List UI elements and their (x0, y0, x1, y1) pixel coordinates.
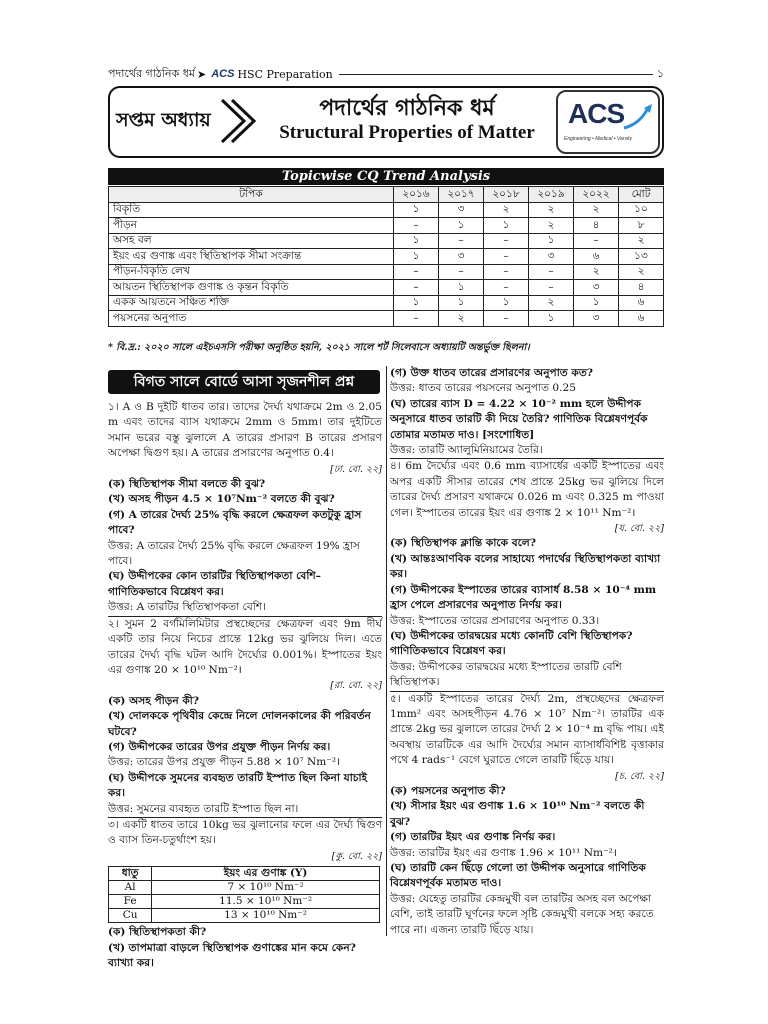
count-cell: ১০ (619, 202, 664, 218)
count-cell: – (439, 264, 484, 280)
q4-kh: (খ) আন্তঃআণবিক বলের সাহায্যে পদার্থের স্থিতিস্থাপকতা ব্যাখ্যা কর। (390, 552, 661, 581)
metal-col-metal: ধাতু (109, 867, 152, 881)
count-cell: – (529, 264, 574, 280)
count-cell: ৬ (574, 249, 619, 265)
count-cell: – (484, 280, 529, 296)
logo-swoosh-icon (622, 102, 654, 132)
header-section: HSC Preparation (237, 67, 333, 81)
table-row (109, 264, 664, 280)
q3-stem: ৩। একটি ধাতব তারে 10kg ভর ঝুলানোর ফলে এর দৈর্ঘ্য দ্বিগুণ ও ব্যাস তিন-চতুর্থাংশ হয়। (108, 818, 382, 847)
table-row (109, 909, 380, 923)
count-cell: ৩ (529, 249, 574, 265)
count-cell: ২ (574, 202, 619, 218)
topic-cell: পয়সনের অনুপাত (109, 311, 394, 327)
q3-kh: (খ) তাপমাত্রা বাড়লে স্থিতিস্থাপক গুণাঙ্কের মান কমে কেন? ব্যাখ্যা কর। (108, 941, 356, 969)
trend-footnote: * বি.দ্র.: ২০২০ সালে এইচএসসি পরীক্ষা অনুষ্ঠিত হয়নি, ২০২১ সালে শর্ট সিলেবাসে অধ্যায়টি অন্তর্ভুক্ত ছিলনা। (108, 342, 530, 353)
q3-gh: (ঘ) তারের ব্যাস D = 4.22 × 10⁻² mm হলে উদ্দীপক অনুসারে ধাতব তারটি কী দিয়ে তৈরি? গাণিতিক বিশ্লেষণপূর্বক তোমার মতামত দাও। [সংশোধিত] (390, 397, 648, 441)
q5-kh: (খ) সীসার ইয়ং এর গুণাঙ্ক 1.6 × 10¹⁰ Nm⁻² বলতে কী বুঝ? (390, 800, 645, 828)
left-column (108, 400, 382, 971)
double-chevron-icon (218, 96, 258, 146)
q2-kh: (খ) দোলককে পৃথিবীর কেন্দ্রে নিলে দোলনকালের কী পরিবর্তন ঘটবে? (108, 710, 371, 738)
topic-cell: আয়তন স্থিতিস্থাপক গুণাঙ্ক ও কৃন্তন বিকৃতি (109, 280, 394, 296)
count-cell: ৪ (574, 218, 619, 234)
count-cell: – (394, 218, 439, 234)
count-cell: – (484, 233, 529, 249)
q4-k: (ক) স্থিতিস্থাপক ক্লান্তি কাকে বলে? (390, 537, 537, 550)
header-brand: ACS (211, 68, 235, 80)
count-cell: ৬ (619, 295, 664, 311)
right-column (390, 366, 664, 938)
count-cell: ২ (529, 202, 574, 218)
header-chapter-name: পদার্থের গাঠনিক ধর্ম (108, 66, 195, 80)
count-cell: ১৩ (619, 249, 664, 265)
q1-gh-answer: উত্তর: A তারটির স্থিতিস্থাপকতা বেশি। (108, 600, 382, 616)
q5-gh: (ঘ) তারটি কেন ছিঁড়ে গেলো তা উদ্দীপক অনুসারে গাণিতিক বিশ্লেষণপূর্বক মতামত দাও। (390, 862, 646, 890)
metal-table (108, 866, 380, 923)
count-cell: ২ (619, 264, 664, 280)
metal-name: Cu (109, 909, 152, 923)
count-cell: – (574, 233, 619, 249)
header-rule (339, 74, 653, 75)
table-row (109, 280, 664, 296)
q5-g-answer: উত্তর: তারটির ইয়ং এর গুণাঙ্ক 1.96 × 10¹¹ Nm⁻²। (390, 846, 617, 859)
count-cell: – (484, 264, 529, 280)
count-cell: – (529, 280, 574, 296)
topic-cell: অসহ বল (109, 233, 394, 249)
logo-text: ACS (568, 98, 625, 129)
running-header (108, 66, 664, 82)
count-cell: ৩ (439, 249, 484, 265)
q3-gh-answer: উত্তর: তারটি অ্যালুমিনিয়ামের তৈরি। (390, 443, 664, 459)
q1-g: (গ) A তারের দৈর্ঘ্য 25% বৃদ্ধি করলে ক্ষেত্রফল কতটুকু হ্রাস পাবে? (108, 508, 362, 537)
q4-gh: (ঘ) উদ্দীপকের তারদ্বয়ের মধ্যে কোনটি বেশি স্থিতিস্থাপক? গাণিতিকভাবে বিশ্লেষণ কর। (390, 629, 633, 658)
acs-logo (556, 90, 660, 154)
count-cell: ২ (439, 311, 484, 327)
topic-cell: বিকৃতি (109, 202, 394, 218)
q2-source: [রা. বো. ২২] (330, 680, 382, 692)
count-cell: ২ (529, 295, 574, 311)
table-row (109, 218, 664, 234)
count-cell: – (484, 249, 529, 265)
col-2019: ২০১৯ (529, 187, 574, 203)
metal-young: 13 × 10¹⁰ Nm⁻² (152, 909, 380, 923)
count-cell: ৪ (619, 280, 664, 296)
chapter-title-bn: পদার্থের গাঠনিক ধর্ম (319, 95, 495, 121)
metal-young: 7 × 10¹⁰ Nm⁻² (152, 881, 380, 895)
q4-gh-answer: উত্তর: উদ্দীপকের তারদ্বয়ের মধ্যে ইস্পাতের তারটি বেশি স্থিতিস্থাপক। (390, 660, 664, 692)
col-2017: ২০১৭ (439, 187, 484, 203)
q1-kh: (খ) অসহ পীড়ন 4.5 × 10⁷Nm⁻² বলতে কী বুঝ? (108, 493, 335, 506)
metal-young: 11.5 × 10¹⁰ Nm⁻² (152, 895, 380, 909)
table-row (109, 249, 664, 265)
count-cell: ১ (529, 233, 574, 249)
count-cell: ১ (394, 202, 439, 218)
section-title: বিগত সালে বোর্ডে আসা সৃজনশীল প্রশ্ন (108, 370, 380, 394)
q2-g-answer: উত্তর: তারের উপর প্রযুক্ত পীড়ন 5.88 × 10⁷ Nm⁻²। (108, 756, 341, 769)
col-topic: টপিক (109, 187, 394, 203)
count-cell: ২ (484, 202, 529, 218)
metal-name: Fe (109, 895, 152, 909)
count-cell: ১ (439, 218, 484, 234)
count-cell: – (484, 311, 529, 327)
metal-header-row (109, 867, 380, 881)
q2-g: (গ) উদ্দীপকের তারের উপর প্রযুক্ত পীড়ন নির্ণয় কর। (108, 740, 331, 753)
q3-g: (গ) উক্ত ধাতব তারের প্রসারণের অনুপাত কত? (390, 367, 593, 379)
count-cell: ৮ (619, 218, 664, 234)
topic-cell: পীড়ন-বিকৃতি লেখ (109, 264, 394, 280)
col-2016: ২০১৬ (394, 187, 439, 203)
q2-gh-answer: উত্তর: সুমনের ব্যবহৃত তারটি ইস্পাত ছিল না। (108, 802, 382, 818)
count-cell: ১ (484, 295, 529, 311)
q3-source: [কু. বো. ২২] (331, 850, 382, 862)
q4-stem: ৪। 6m দৈর্ঘ্যের এবং 0.6 mm ব্যাসার্ধের একটি ইস্পাতের এবং অপর একটি সীসার তারের শেষ প্রান্তে 25kg ভর ঝুলিয়ে দিলে তারের দৈর্ঘ্য প্রসারণ যথাক্রমে 0.026 m এবং 0.325 m পাওয়া গেল। ইস্পাতের তারের ইয়ং এর গুণাঙ্ক 2 × 10¹¹ Nm⁻²। (390, 460, 664, 519)
q1-k: (ক) স্থিতিস্থাপক সীমা বলতে কী বুঝ? (108, 478, 266, 491)
chapter-label: সপ্তম অধ্যায় (116, 109, 211, 131)
q2-stem: ২। সুমন 2 বর্গমিলিমিটার প্রস্থচ্ছেদের ক্ষেত্রফল এবং 9m দীর্ঘ একটি তার নিয়ে নিচের প্রান্তে 12kg ভর ঝুলিয়ে দিল। এতে তারের দৈর্ঘ্য বৃদ্ধি ঘটল আদি দৈর্ঘ্যের 0.001%। ইস্পাতের ইয়ং এর গুণাঙ্ক 20 × 10¹⁰ Nm⁻²। (108, 617, 382, 676)
q4-g: (গ) উদ্দীপকের ইস্পাতের তারের ব্যাসার্ধ 8.58 × 10⁻⁴ mm হ্রাস পেলে প্রসারণের অনুপাত নির্ণয় কর। (390, 583, 657, 612)
q1-source: [ঢা. বো. ২২] (330, 463, 382, 475)
trend-table (108, 186, 664, 327)
count-cell: ১ (529, 311, 574, 327)
q4-g-answer: উত্তর: ইস্পাতের তারের প্রসারণের অনুপাত 0.33। (390, 614, 600, 627)
count-cell: ৬ (619, 311, 664, 327)
column-divider (386, 366, 387, 936)
col-total: মোট (619, 187, 664, 203)
table-row (109, 202, 664, 218)
q2-k: (ক) অসহ পীড়ন কী? (108, 694, 199, 707)
table-row (109, 881, 380, 895)
q1-gh: (ঘ) উদ্দীপকের কোন তারটির স্থিতিস্থাপকতা বেশি– গাণিতিকভাবে বিশ্লেষণ কর। (108, 570, 321, 598)
trend-heading: Topicwise CQ Trend Analysis (108, 168, 664, 185)
q4-source: [য. বো. ২২] (614, 523, 664, 535)
q3-g-answer: উত্তর: ধাতব তারের পয়সনের অনুপাত 0.25 (390, 382, 576, 395)
table-row (109, 233, 664, 249)
q5-g: (গ) তারটির ইয়ং এর গুণাঙ্ক নির্ণয় কর। (390, 831, 556, 844)
count-cell: – (394, 280, 439, 296)
count-cell: ৩ (574, 311, 619, 327)
count-cell: – (439, 233, 484, 249)
col-2022: ২০২২ (574, 187, 619, 203)
arrow-icon: ➤ (196, 67, 207, 81)
table-row (109, 295, 664, 311)
count-cell: ১ (484, 218, 529, 234)
count-cell: ২ (529, 218, 574, 234)
trend-header-row (109, 187, 664, 203)
count-cell: ১ (394, 295, 439, 311)
count-cell: ২ (574, 264, 619, 280)
count-cell: ৩ (439, 202, 484, 218)
q5-source: [চ. বো. ২২] (615, 770, 664, 782)
count-cell: ১ (574, 295, 619, 311)
table-row (109, 895, 380, 909)
count-cell: ৩ (574, 280, 619, 296)
count-cell: ১ (439, 280, 484, 296)
q1-g-answer: উত্তর: A তারের দৈর্ঘ্য 25% বৃদ্ধি করলে ক্ষেত্রফল 19% হ্রাস পাবে। (108, 539, 360, 568)
q1-stem: ১। A ও B দুইটি ধাতব তার। তাদের দৈর্ঘ্য যথাক্রমে 2m ও 2.05 m এবং তাদের ব্যাস যথাক্রমে 2mm ও 5mm। তার দুইটিতে সমান ভরের বস্তু ঝুলালে A তারের প্রসারণ B তারের প্রসারণ অপেক্ষা দ্বিগুণ হয়। A তারের প্রসারণের অনুপাত 0.4। (108, 401, 382, 460)
col-2018: ২০১৮ (484, 187, 529, 203)
count-cell: ১ (394, 233, 439, 249)
table-row (109, 311, 664, 327)
logo-tagline: Engineering • Medical • Varsity (564, 136, 633, 142)
chapter-title-en: Structural Properties of Matter (279, 122, 535, 143)
q2-gh: (ঘ) উদ্দীপকে সুমনের ব্যবহৃত তারটি ইস্পাত ছিল কিনা যাচাই কর। (108, 771, 368, 800)
topic-cell: পীড়ন (109, 218, 394, 234)
count-cell: ১ (439, 295, 484, 311)
q5-gh-answer: উত্তর: যেহেতু তারটির কেন্দ্রমুখী বল তারটির অসহ বল অপেক্ষা বেশি, তাই তারটি ঘূর্ণনের ফলে সৃষ্টি কেন্দ্রমুখী বলকে সহ্য করতে পারে না। এজন্য তারটি ছিঁড়ে যায়। (390, 892, 654, 936)
metal-col-young: ইয়ং এর গুণাঙ্ক (Y) (152, 867, 380, 881)
q5-k: (ক) পয়সনের অনুপাত কী? (390, 784, 506, 797)
q3-k: (ক) স্থিতিস্থাপকতা কী? (108, 926, 207, 939)
count-cell: ২ (619, 233, 664, 249)
q5-stem: ৫। একটি ইস্পাতের তারের দৈর্ঘ্য 2m, প্রস্থচ্ছেদের ক্ষেত্রফল 1mm² এবং অসহপীড়ন 4.76 × 10⁷ Nm⁻²। তারটির এক প্রান্তে 2kg ভর ঝুলালে তারের দৈর্ঘ্য 2 × 10⁻⁴ m বৃদ্ধি পায়। এই অবস্থায় তারটিকে এর আদি দৈর্ঘ্যের সমান ব্যাসার্ধবিশিষ্ট বৃত্তাকার পথে 4 rads⁻¹ বেগে ঘুরাতে গেলে তারটি ছিঁড়ে যায়। (390, 692, 664, 767)
metal-name: Al (109, 881, 152, 895)
topic-cell: ইয়ং এর গুণাঙ্ক এবং স্থিতিস্থাপক সীমা সংক্রান্ত (109, 249, 394, 265)
count-cell: ১ (394, 249, 439, 265)
count-cell: – (394, 264, 439, 280)
page-number: ১ (656, 66, 664, 80)
topic-cell: একক আয়তনে সঞ্চিত শক্তি (109, 295, 394, 311)
count-cell: – (394, 311, 439, 327)
